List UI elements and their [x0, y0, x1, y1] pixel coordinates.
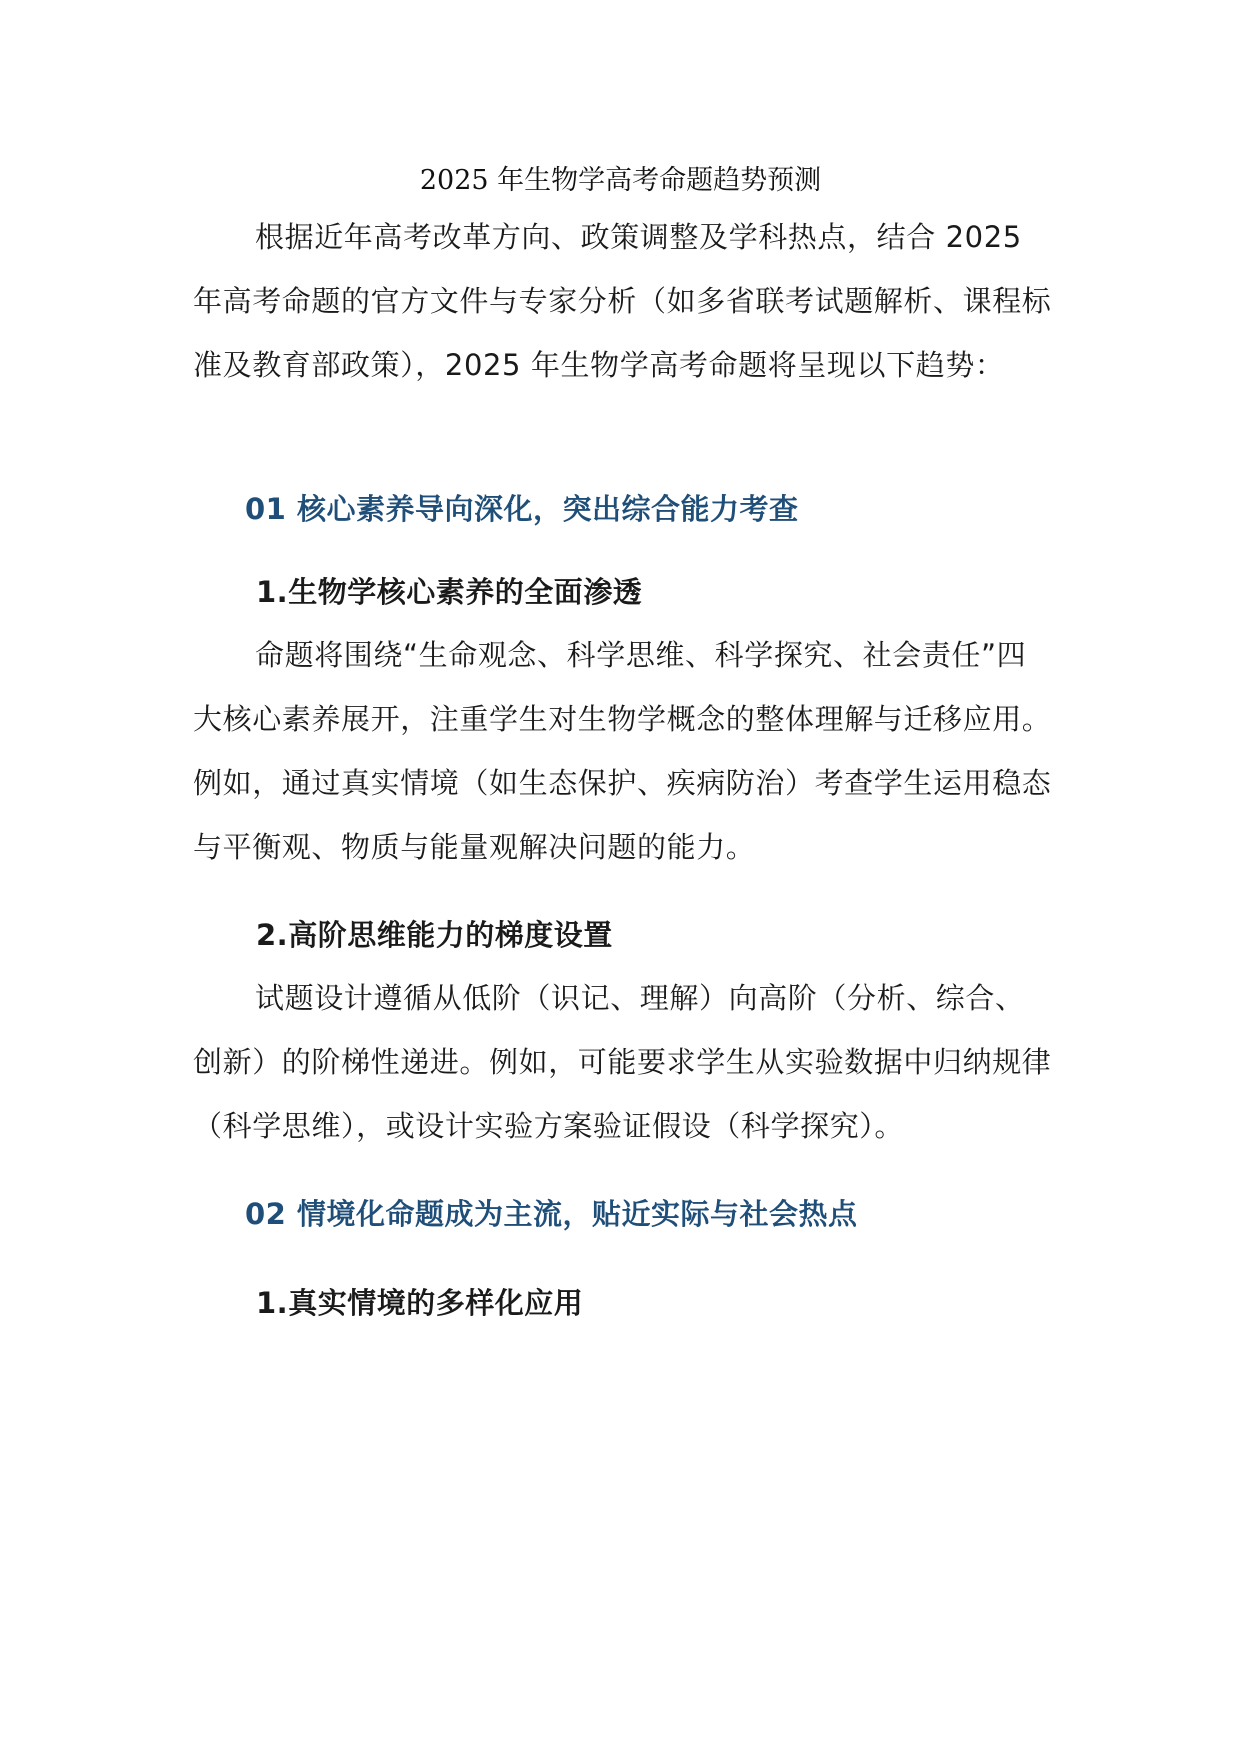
subsection-body-1-2: 试题设计遵循从低阶（识记、理解）向高阶（分析、综合、创新）的阶梯性递进。例如，可能要求学生从实验数据中归纳规律（科学思维），或设计实验方案验证假设（科学探究）。	[193, 981, 1052, 1143]
subsection-heading-1-1: 1.生物学核心素养的全面渗透	[256, 575, 643, 609]
section-heading-01: 01 核心素养导向深化，突出综合能力考查	[245, 492, 799, 526]
subsection-heading-2-1: 1.真实情境的多样化应用	[256, 1286, 584, 1320]
subsection-heading-1-2: 2.高阶思维能力的梯度设置	[256, 918, 613, 952]
subsection-body-1-1: 命题将围绕“生命观念、科学思维、科学探究、社会责任”四大核心素养展开，注重学生对生物学概念的整体理解与迁移应用。例如，通过真实情境（如生态保护、疾病防治）考查学生运用稳态与平衡观、物质与能量观解决问题的能力。	[193, 638, 1052, 864]
intro-paragraph: 根据近年高考改革方向、政策调整及学科热点，结合 2025 年高考命题的官方文件与专家分析（如多省联考试题解析、课程标准及教育部政策），2025 年生物学高考命题将呈现以下趋势：	[193, 220, 1052, 382]
section-heading-02: 02 情境化命题成为主流，贴近实际与社会热点	[245, 1197, 858, 1231]
document-title: 2025 年生物学高考命题趋势预测	[419, 165, 822, 196]
